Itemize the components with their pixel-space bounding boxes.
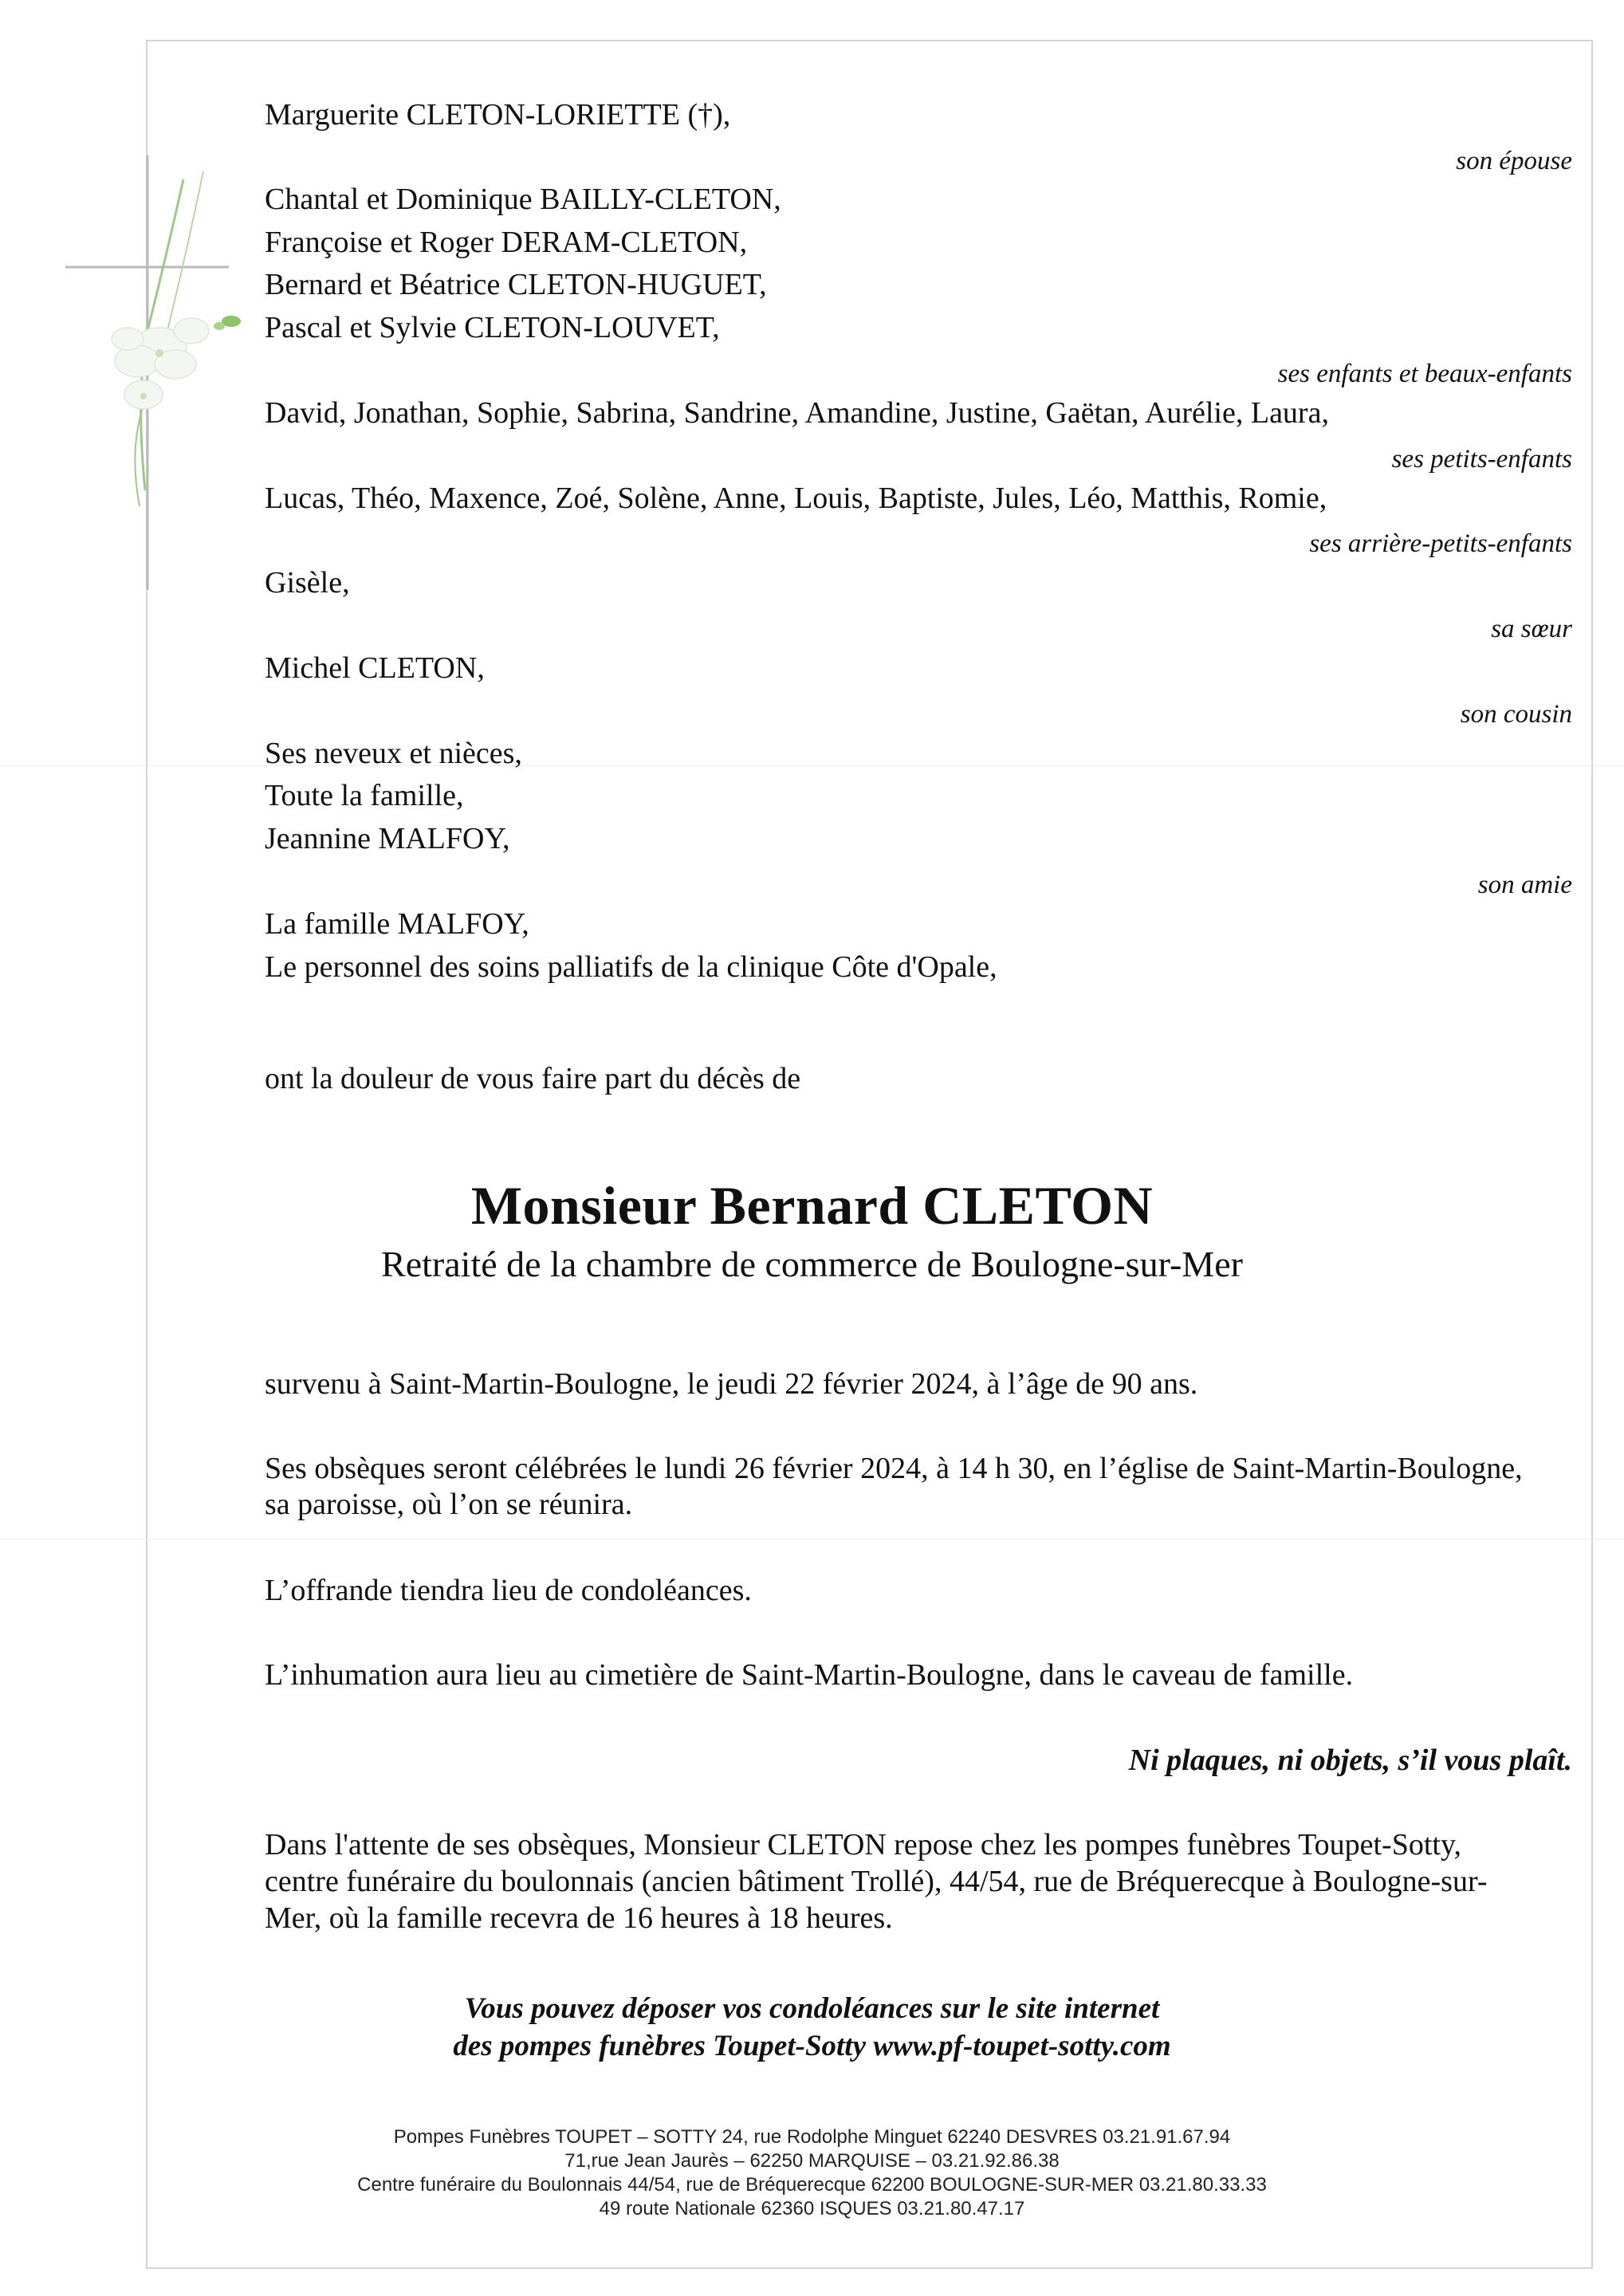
- children-role: ses enfants et beaux-enfants: [1277, 360, 1572, 388]
- relatives-line: Le personnel des soins palliatifs de la clinique Côte d'Opale,: [265, 950, 997, 984]
- offering-note: L’offrande tiendra lieu de condoléances.: [265, 1574, 752, 1607]
- relatives-line: La famille MALFOY,: [265, 907, 529, 941]
- footer-address-line: Pompes Funèbres TOUPET – SOTTY 24, rue Rodolphe Minguet 62240 DESVRES 03.21.91.67.94: [393, 2126, 1231, 2148]
- child-line: Françoise et Roger DERAM-CLETON,: [265, 226, 748, 259]
- child-line: Bernard et Béatrice CLETON-HUGUET,: [265, 268, 767, 301]
- relatives-line: Toute la famille,: [265, 779, 464, 812]
- deceased-subtitle: Retraité de la chambre de commerce de Boulogne-sur-Mer: [381, 1244, 1243, 1284]
- death-details: survenu à Saint-Martin-Boulogne, le jeudi 22 février 2024, à l’âge de 90 ans.: [265, 1367, 1198, 1401]
- condolences-website-line: Vous pouvez déposer vos condoléances sur le site internet: [464, 1992, 1160, 2025]
- great-grandchildren-line: Lucas, Théo, Maxence, Zoé, Solène, Anne, Louis, Baptiste, Jules, Léo, Matthis, Romie,: [265, 482, 1327, 515]
- friend-role: son amie: [1477, 871, 1572, 899]
- rest-details: centre funéraire du boulonnais (ancien bâtiment Trollé), 44/54, rue de Bréquerecque à Boulogne-sur-: [265, 1865, 1488, 1898]
- funeral-details: Ses obsèques seront célébrées le lundi 26 février 2024, à 14 h 30, en l’église de Saint-Martin-Boulogne,: [265, 1452, 1523, 1485]
- cousin-line: Michel CLETON,: [265, 651, 485, 685]
- child-line: Chantal et Dominique BAILLY-CLETON,: [265, 183, 781, 216]
- child-line: Pascal et Sylvie CLETON-LOUVET,: [265, 311, 720, 344]
- relatives-line: Jeannine MALFOY,: [265, 822, 510, 855]
- cousin-role: son cousin: [1460, 700, 1572, 729]
- spouse-line: Marguerite CLETON-LORIETTE (†),: [265, 98, 731, 132]
- rest-details: Dans l'attente de ses obsèques, Monsieur CLETON repose chez les pompes funèbres Toupet-Sotty,: [265, 1828, 1461, 1862]
- sister-role: sa sœur: [1491, 615, 1572, 643]
- great-grandchildren-role: ses arrière-petits-enfants: [1309, 529, 1572, 558]
- announcement: ont la douleur de vous faire part du décès de: [265, 1062, 801, 1095]
- no-plaques-note: Ni plaques, ni objets, s’il vous plaît.: [1128, 1744, 1572, 1777]
- grandchildren-role: ses petits-enfants: [1391, 445, 1572, 474]
- cross-orchid-icon: [64, 155, 247, 594]
- grandchildren-line: David, Jonathan, Sophie, Sabrina, Sandrine, Amandine, Justine, Gaëtan, Aurélie, Laura,: [265, 396, 1329, 430]
- footer-address-line: 71,rue Jean Jaurès – 62250 MARQUISE – 03.21.92.86.38: [564, 2150, 1060, 2172]
- sister-line: Gisèle,: [265, 566, 350, 600]
- footer-address-line: Centre funéraire du Boulonnais 44/54, rue de Bréquerecque 62200 BOULOGNE-SUR-MER 03.21.80.33.33: [357, 2174, 1267, 2196]
- fold-line: [0, 765, 1624, 766]
- deceased-name: Monsieur Bernard CLETON: [470, 1175, 1154, 1236]
- rest-details: Mer, où la famille recevra de 16 heures à 18 heures.: [265, 1901, 893, 1935]
- relatives-line: Ses neveux et nièces,: [265, 737, 522, 770]
- burial-details: L’inhumation aura lieu au cimetière de Saint-Martin-Boulogne, dans le caveau de famille.: [265, 1658, 1354, 1692]
- condolences-website-line: des pompes funèbres Toupet-Sotty www.pf-toupet-sotty.com: [453, 2030, 1171, 2062]
- spouse-role: son épouse: [1456, 147, 1572, 175]
- funeral-details: sa paroisse, où l’on se réunira.: [265, 1488, 633, 1521]
- footer-address-line: 49 route Nationale 62360 ISQUES 03.21.80.47.17: [599, 2198, 1025, 2219]
